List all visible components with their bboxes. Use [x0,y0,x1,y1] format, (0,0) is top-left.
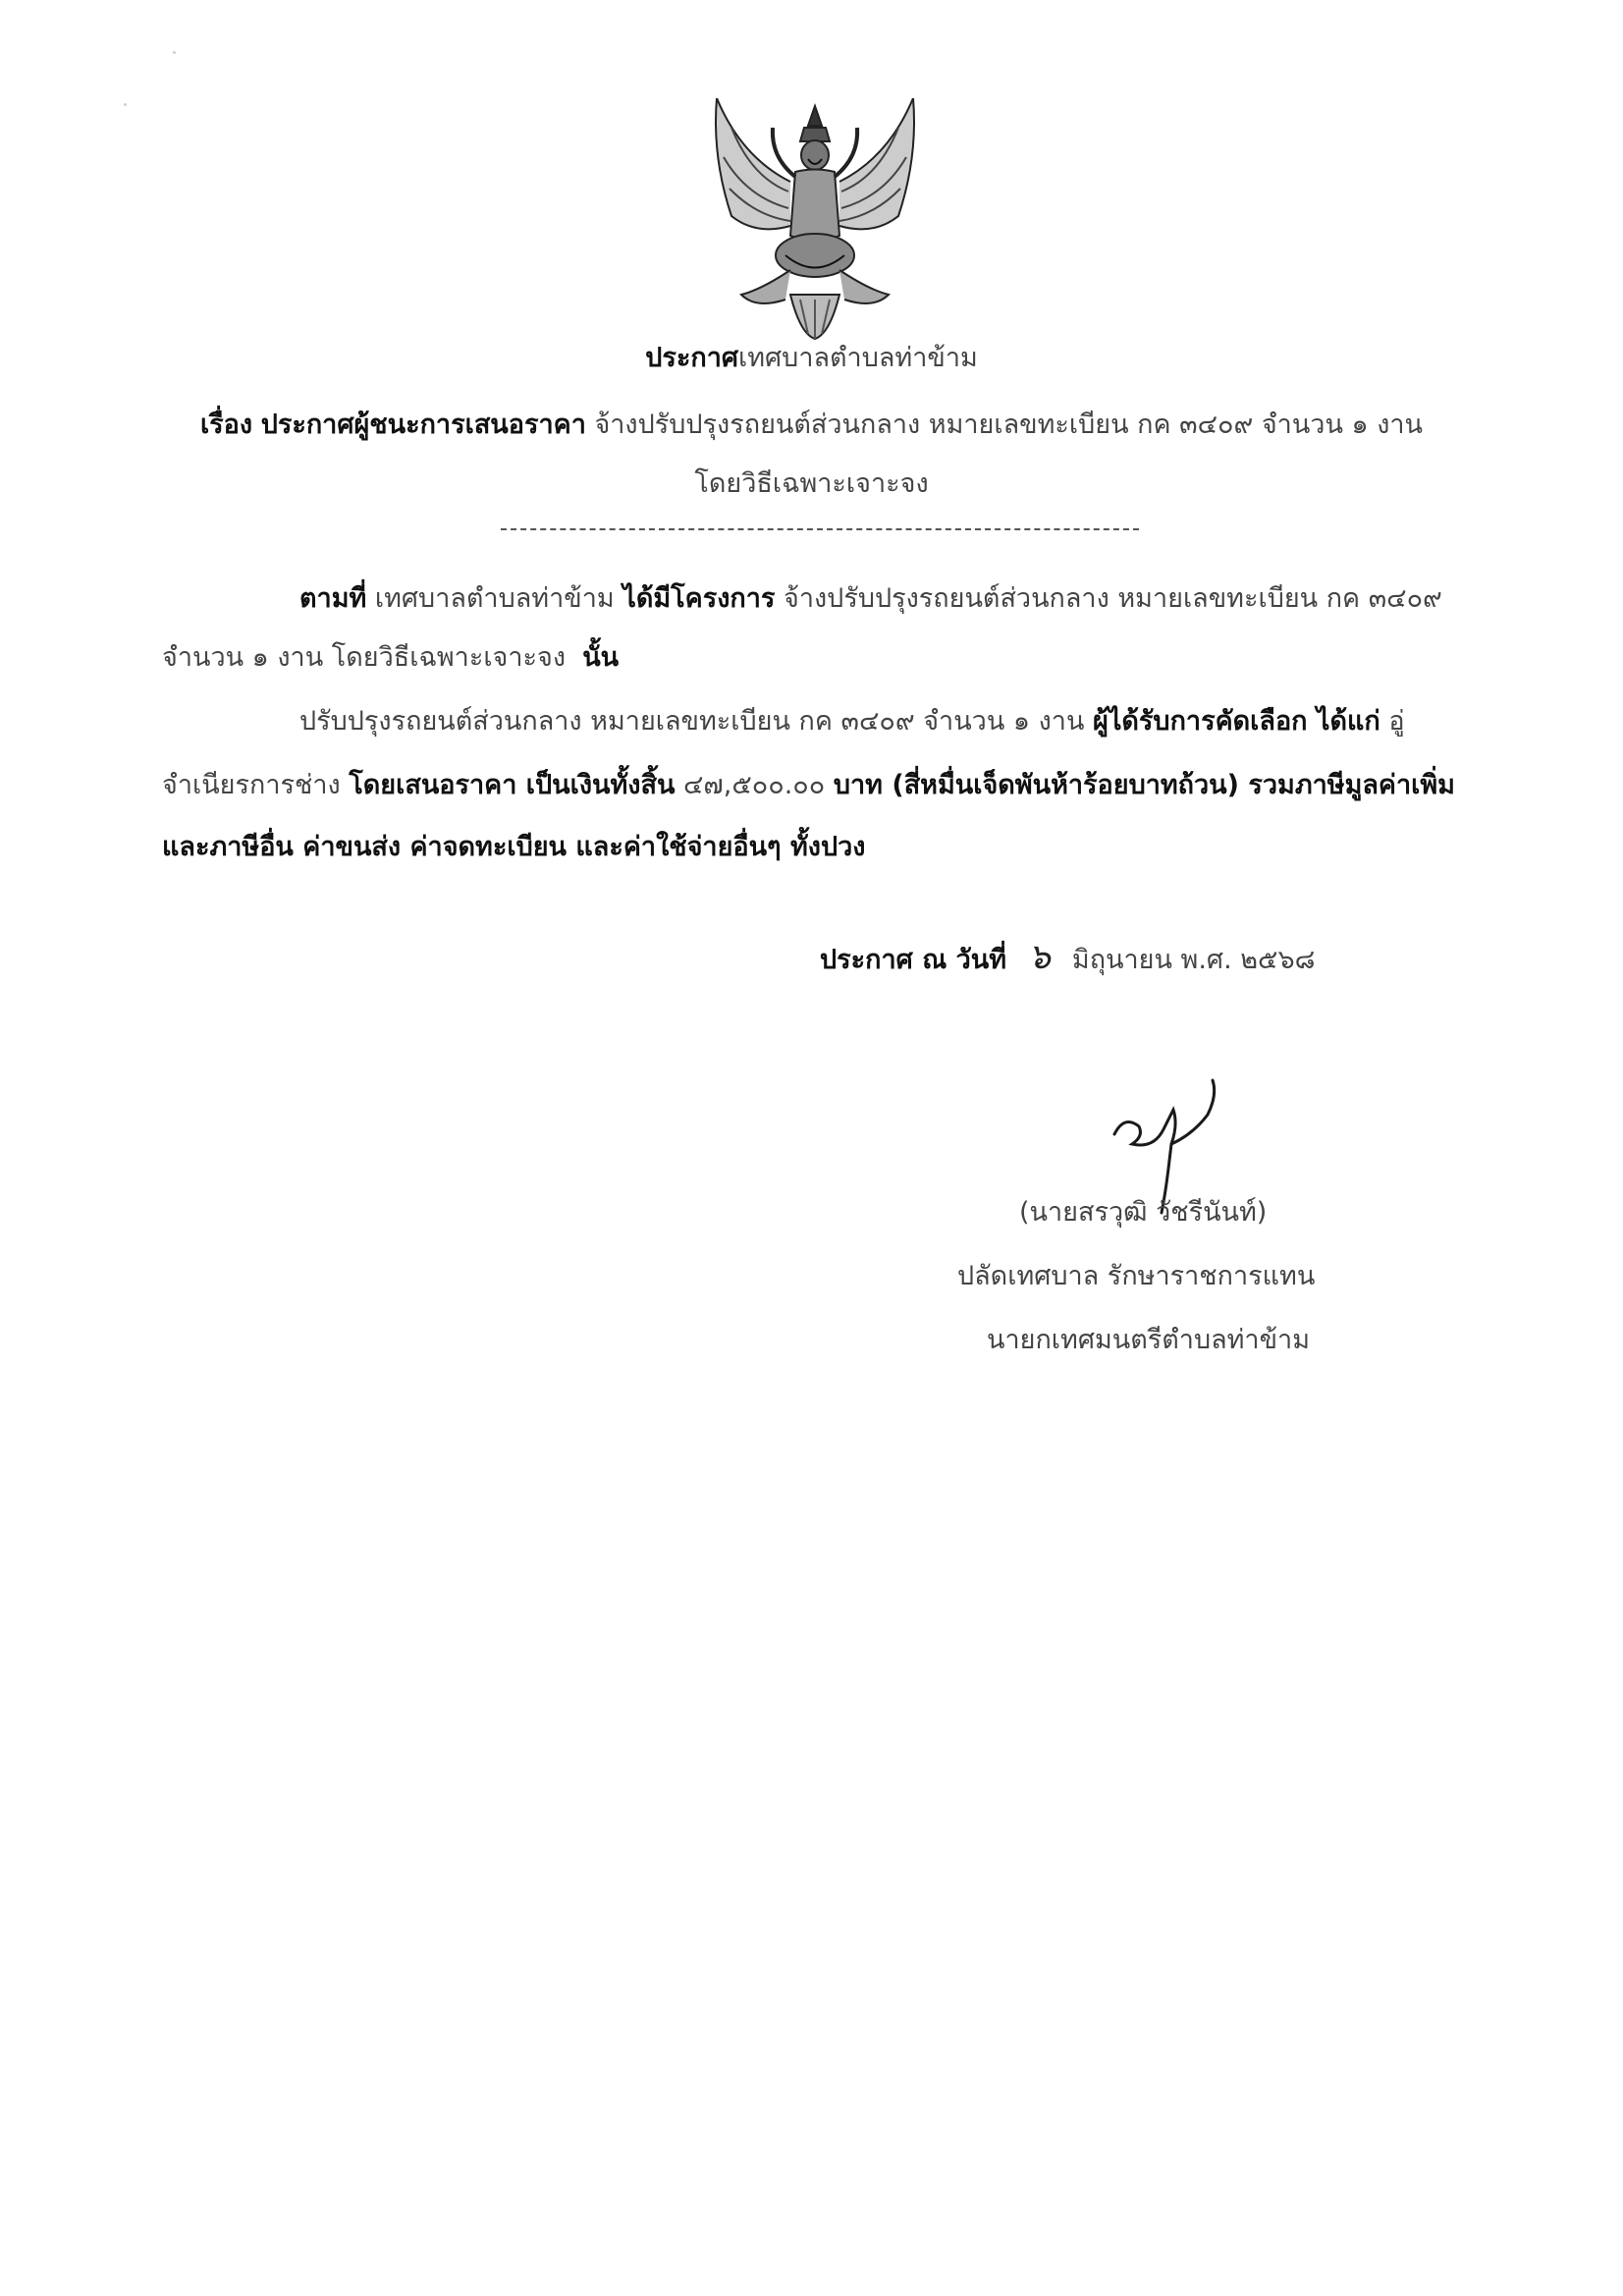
announcement-date [820,938,1315,980]
p1-text2: จ้างปรับปรุงรถยนต์ส่วนกลาง หมายเลขทะเบียน กค ๓๔๐๙ [784,583,1442,614]
paragraph-1-line-2 [162,638,619,678]
p2-line2-bold1: โดยเสนอราคา เป็นเงินทั้งสิ้น [349,770,676,800]
signatory-title: นายกเทศมนตรีตำบลท่าข้าม [987,1325,1310,1355]
p2-line2-bold2: บาท (สี่หมื่นเจ็ดพันห้าร้อยบาทถ้วน) รวมภาษีมูลค่าเพิ่ม [833,770,1455,800]
p2-line3-bold: และภาษีอื่น ค่าขนส่ง ค่าจดทะเบียน และค่าใช้จ่ายอื่นๆ ทั้งปวง [162,832,866,862]
paragraph-2-line-1 [299,702,1405,741]
scan-speck [124,103,127,106]
subject-bold: ประกาศผู้ชนะการเสนอราคา [260,410,586,440]
subject-line2 [0,465,1623,504]
p2-text1: ปรับปรุงรถยนต์ส่วนกลาง หมายเลขทะเบียน กค ๓๔๐๙ จำนวน ๑ งาน [299,706,1085,737]
paragraph-2-line-3 [162,828,865,867]
p1-text1: เทศบาลตำบลท่าข้าม [374,583,615,614]
date-day-handwritten: ๖ [1028,937,1051,977]
p2-line2-amount: ๔๗,๕๐๐.๐๐ [683,770,826,800]
document-title [0,339,1623,378]
p1-bold2: ได้มีโครงการ [622,583,776,614]
scan-speck [173,51,176,54]
garuda-emblem-icon [702,98,928,344]
paragraph-1-line-1 [299,579,1442,619]
p2-bold1: ผู้ได้รับการคัดเลือก ได้แก่ [1093,706,1380,737]
subject-method: โดยวิธีเฉพาะเจาะจง [694,468,929,499]
title-rest: เทศบาลตำบลท่าข้าม [738,343,978,373]
title-bold: ประกาศ [645,343,739,373]
document-subject [0,406,1623,445]
subject-rest: จ้างปรับปรุงรถยนต์ส่วนกลาง หมายเลขทะเบียน กค ๓๔๐๙ จำนวน ๑ งาน [594,410,1424,440]
date-prefix: ประกาศ ณ วันที่ [820,945,1007,975]
date-month-year: มิถุนายน พ.ศ. ๒๕๖๘ [1071,945,1316,975]
p1-line2-bold: นั้น [582,642,620,673]
p1-line2-text: จำนวน ๑ งาน โดยวิธีเฉพาะเจาะจง [162,642,567,673]
signatory-name: (นายสรวุฒิ วัชรีนันท์) [1019,1197,1268,1228]
subject-label: เรื่อง [199,410,253,440]
p2-line2-text1: จำเนียรการช่าง [162,770,341,800]
p2-text2: อู่ [1388,706,1405,737]
dashed-divider [501,528,1139,530]
signatory-position: ปลัดเทศบาล รักษาราชการแทน [957,1261,1316,1291]
paragraph-2-line-2 [162,766,1455,805]
p1-bold1: ตามที่ [299,583,367,614]
